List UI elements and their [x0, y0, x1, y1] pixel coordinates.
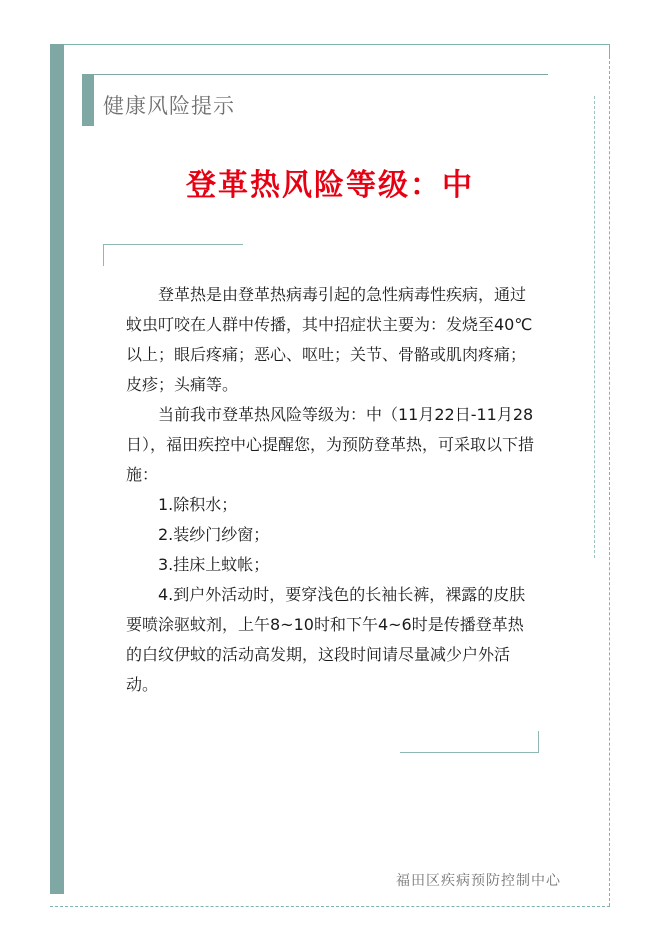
frame-right-border [609, 44, 610, 56]
footer-organization: 福田区疾病预防控制中心 [396, 873, 561, 889]
list-item: 3.挂床上蚊帐； [158, 555, 270, 574]
article-body [126, 280, 538, 700]
corner-bottom-right [400, 752, 539, 753]
corner-top-left-vertical [103, 244, 104, 266]
list-item: 4.到户外活动时，要穿浅色的长袖长裤，裸露的皮肤要喷涂驱蚊剂，上午8~10时和下午4~6时是传播登革热的白纹伊蚊的活动高发期，这段时间请尽量减少户外活动。 [126, 585, 526, 694]
list-item: 2.装纱门纱窗； [158, 525, 270, 544]
corner-bottom-right-vertical [538, 731, 539, 753]
header-line [82, 74, 548, 75]
page-title: 登革热风险等级：中 [186, 168, 474, 203]
paragraph-intro: 登革热是由登革热病毒引起的急性病毒性疾病，通过蚊虫叮咬在人群中传播，其中招症状主要为：发烧至40℃以上；眼后疼痛；恶心、呕吐；关节、骨骼或肌肉疼痛；皮疹；头痛等。 [126, 285, 533, 394]
list-item: 1.除积水； [158, 495, 238, 514]
header-title: 健康风险提示 [103, 94, 235, 118]
corner-top-left [103, 244, 243, 245]
frame-bottom-dashed-border [50, 906, 610, 907]
header-accent-bar [82, 74, 94, 126]
frame-top-border [50, 44, 610, 45]
paragraph-advice: 当前我市登革热风险等级为：中（11月22日-11月28日），福田疾控中心提醒您，为预防登革热，可采取以下措施： [126, 405, 535, 484]
